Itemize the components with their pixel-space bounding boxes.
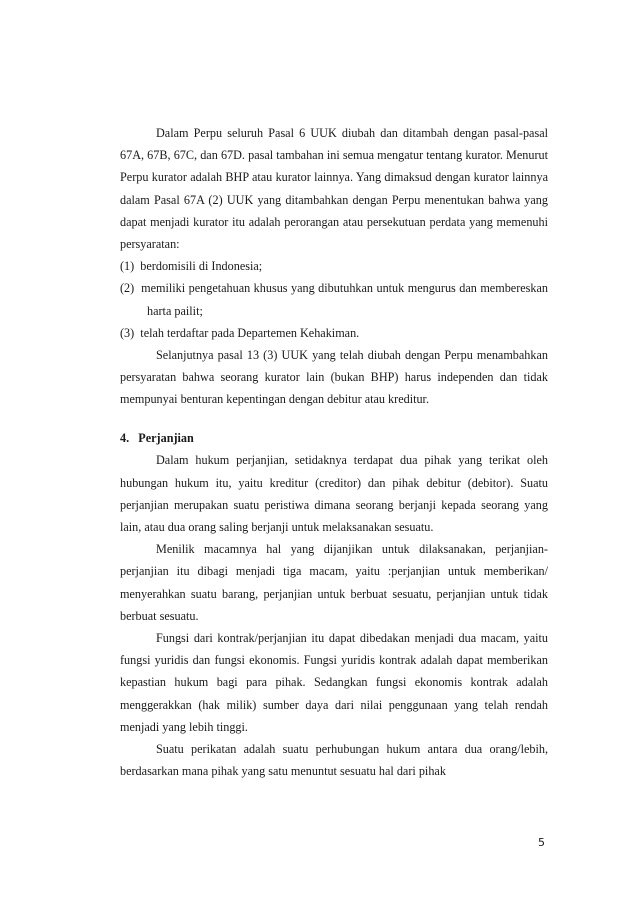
paragraph-kurator-independence: Selanjutnya pasal 13 (3) UUK yang telah diubah dengan Perpu menambahkan persyaratan bahwa seorang kurator lain (bukan BHP) harus independen dan tidak mempunyai benturan kepentingan dengan debitur atau kreditur. (120, 348, 548, 407)
requirement-item-2: (2) memiliki pengetahuan khusus yang dibutuhkan untuk mengurus dan membereskan harta pailit; (120, 281, 548, 318)
paragraph-perjanjian-parties: Dalam hukum perjanjian, setidaknya terdapat dua pihak yang terikat oleh hubungan hukum itu, yaitu kreditur (creditor) dan pihak debitur (debitor). Suatu perjanjian merupakan suatu peristiwa dimana seorang berjanji kepada seorang yang lain, atau dua orang saling berjanji untuk melaksanakan sesuatu. (120, 453, 548, 535)
paragraph-kurator-intro: Dalam Perpu seluruh Pasal 6 UUK diubah dan ditambah dengan pasal-pasal 67A, 67B, 67C, dan 67D. pasal tambahan ini semua mengatur tentang kurator. Menurut Perpu kurator adalah BHP atau kurator lainnya. Yang dimaksud dengan kurator lainnya dalam Pasal 67A (2) UUK yang ditambahkan dengan Perpu menentukan bahwa yang dapat menjadi kurator itu adalah perorangan atau persekutuan perdata yang memenuhi persyaratan: (120, 126, 548, 252)
requirement-item-1: (1) berdomisili di Indonesia; (120, 259, 263, 274)
page-body (120, 122, 548, 782)
requirement-item-3: (3) telah terdaftar pada Departemen Kehakiman. (120, 325, 360, 340)
page-number: 5 (538, 836, 545, 849)
paragraph-perjanjian-functions: Fungsi dari kontrak/perjanjian itu dapat dibedakan menjadi dua macam, yaitu fungsi yuridis dan fungsi ekonomis. Fungsi yuridis kontrak adalah dapat memberikan kepastian hukum bagi para pihak. Sedangkan fungsi ekonomis kontrak adalah menggerakkan (hak milik) sumber daya dari nilai penggunaan yang telah rendah menjadi yang lebih tinggi. (120, 631, 548, 734)
paragraph-perikatan: Suatu perikatan adalah suatu perhubungan hukum antara dua orang/lebih, berdasarkan mana pihak yang satu menuntut sesuatu hal dari pihak (120, 742, 548, 779)
paragraph-perjanjian-types: Menilik macamnya hal yang dijanjikan untuk dilaksanakan, perjanjian-perjanjian itu dibagi menjadi tiga macam, yaitu :perjanjian untuk memberikan/ menyerahkan suatu barang, perjanjian untuk berbuat sesuatu, perjanjian untuk tidak berbuat sesuatu. (120, 542, 548, 623)
section-heading-perjanjian: 4. Perjanjian (120, 431, 194, 446)
